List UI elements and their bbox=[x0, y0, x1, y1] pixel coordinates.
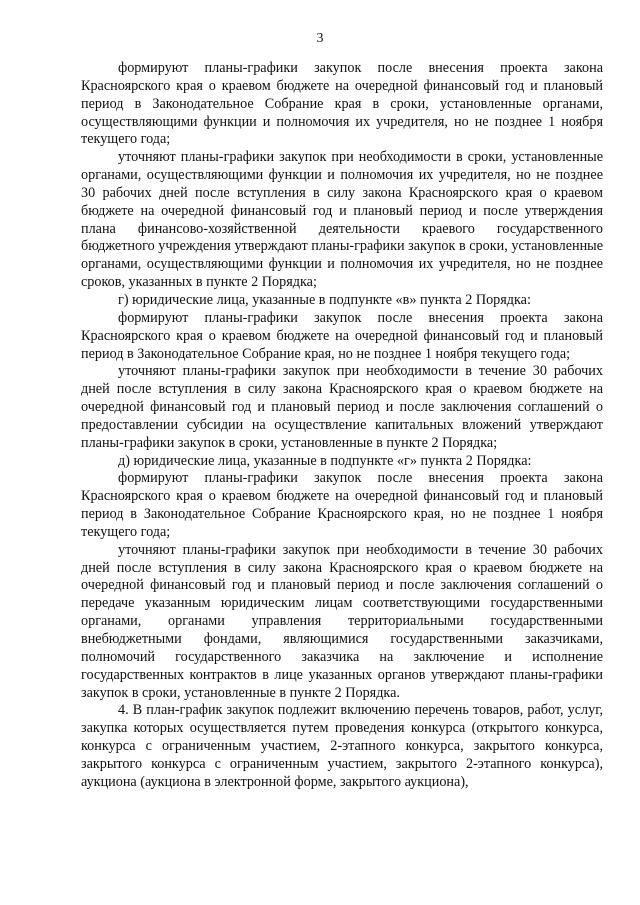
page-number: 3 bbox=[316, 31, 324, 46]
paragraph-refine-plans-legal-entities-v: уточняют планы-графики закупок при необходимости в течение 30 рабочих дней после вступления в силу закона Красноярского края о краевом бюджете на очередной финансовый год и плановый период и после заключения соглашений о предоставлении субсидии на осуществление капитальных вложений утверждают планы-графики закупок в сроки, установленные в пункте 2 Порядка; bbox=[81, 363, 603, 451]
document-body bbox=[81, 60, 603, 792]
paragraph-form-plans-legal-entities-g: формируют планы-графики закупок после внесения проекта закона Красноярского края о краевом бюджете на очередной финансовый год и плановый период в Законодательное Собрание Красноярского края, но не позднее 1 ноября текущего года; bbox=[81, 470, 603, 540]
paragraph-form-plans-legal-entities-v: формируют планы-графики закупок после внесения проекта закона Красноярского края о краевом бюджете на очередной финансовый год и плановый период в Законодательное Собрание края, но не позднее 1 ноября текущего года; bbox=[81, 309, 603, 362]
paragraph-item-g-heading: г) юридические лица, указанные в подпункте «в» пункта 2 Порядка: bbox=[118, 291, 531, 308]
paragraph-refine-plans-legal-entities-g: уточняют планы-графики закупок при необходимости в течение 30 рабочих дней после вступления в силу закона Красноярского края о краевом бюджете на очередной финансовый год и плановый период и после заключения соглашений о передаче указанным юридическим лицам соответствующими государственными органами, органами управления территориальными государственными внебюджетными фондами, являющимися государственными заказчиками, полномочий государственного заказчика на заключение и исполнение государственных контрактов в лице указанных органов утверждают планы-графики закупок в сроки, установленные в пункте 2 Порядка. bbox=[81, 541, 603, 701]
paragraph-refine-plans-budget-institutions: уточняют планы-графики закупок при необходимости в сроки, установленные органами, осуществляющими функции и полномочия их учредителя, но не позднее 30 рабочих дней после вступления в силу закона Красноярского края о краевом бюджете на очередной финансовый год и плановый период и после утверждения плана финансово-хозяйственной деятельности краевого государственного бюджетного учреждения утверждают планы-графики закупок в сроки, установленные органами, осуществляющими функции и полномочия их учредителя, но не позднее сроков, указанных в пункте 2 Порядка; bbox=[81, 149, 603, 291]
paragraph-form-plans-budget-institutions: формируют планы-графики закупок после внесения проекта закона Красноярского края о краевом бюджете на очередной финансовый год и плановый период в Законодательное Собрание края в сроки, установленные органами, осуществляющими функции и полномочия их учредителя, но не позднее 1 ноября текущего года; bbox=[81, 60, 603, 148]
paragraph-section-4: 4. В план-график закупок подлежит включению перечень товаров, работ, услуг, закупка которых осуществляется путем проведения конкурса (открытого конкурса, конкурса с ограниченным участием, 2-этапного конкурса, закрытого конкурса, закрытого конкурса с ограниченным участием, закрытого 2-этапного конкурса), аукциона (аукциона в электронной форме, закрытого аукциона), bbox=[81, 702, 603, 790]
paragraph-item-d-heading: д) юридические лица, указанные в подпункте «г» пункта 2 Порядка: bbox=[118, 452, 532, 469]
